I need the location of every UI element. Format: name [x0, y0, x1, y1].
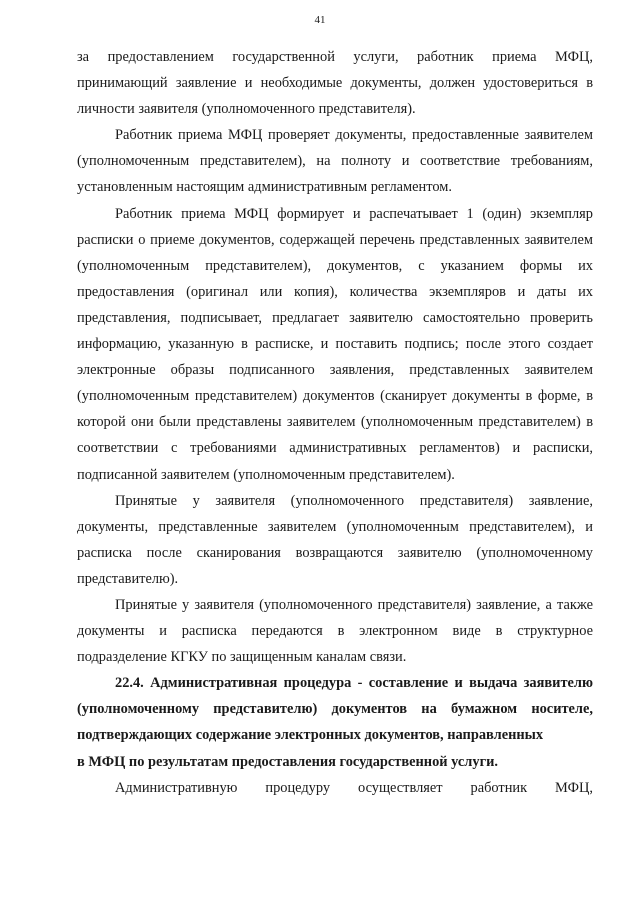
paragraph-documents-returned: Принятые у заявителя (уполномоченного представителя) заявление, документы, представленные заявителем (уполномоченным представителем), и расписка после сканирования возвращаются заявителю (уполномоченному представителю). [77, 492, 593, 587]
document-body [77, 44, 593, 801]
section-heading-continuation: в МФЦ по результатам предоставления государственной услуги. [77, 753, 499, 770]
paragraph-procedure-start: Административную процедуру осуществляет работник МФЦ, [115, 779, 593, 796]
paragraph-electronic-transfer: Принятые у заявителя (уполномоченного представителя) заявление, а также документы и расписка передаются в электронном виде в структурное подразделение КГКУ по защищенным каналам связи. [77, 596, 593, 666]
paragraph-document-check: Работник приема МФЦ проверяет документы, предоставленные заявителем (уполномоченным представителем), на полноту и соответствие требованиям, установленным настоящим административным регламентом. [77, 127, 593, 196]
page-number: 41 [314, 14, 326, 26]
paragraph-continuation: за предоставлением государственной услуги, работник приема МФЦ, принимающий заявление и необходимые документы, должен удостовериться в личности заявителя (уполномоченного представителя). [77, 49, 593, 118]
paragraph-receipt-forming: Работник приема МФЦ формирует и распечатывает 1 (один) экземпляр расписки о приеме документов, содержащей перечень представленных заявителем (уполномоченным представителем), документов, с указанием формы их предоставления (оригинал или копия), количества экземпляров и даты их представления, подписывает, предлагает заявителю самостоятельно проверить информацию, указанную в расписке, и поставить подпись; после этого создает электронные образы подписанного заявления, представленных заявителем (уполномоченным представителем) документов (сканирует документы в форме, в которой они были представлены заявителем (уполномоченным представителем) в соответствии с требованиями административных регламентов) и расписки, подписанной заявителем (уполномоченным представителем). [77, 205, 593, 483]
section-heading: 22.4. Административная процедура - составление и выдача заявителю (уполномоченному представителю) документов на бумажном носителе, подтверждающих содержание электронных документов, направленных [77, 675, 593, 744]
